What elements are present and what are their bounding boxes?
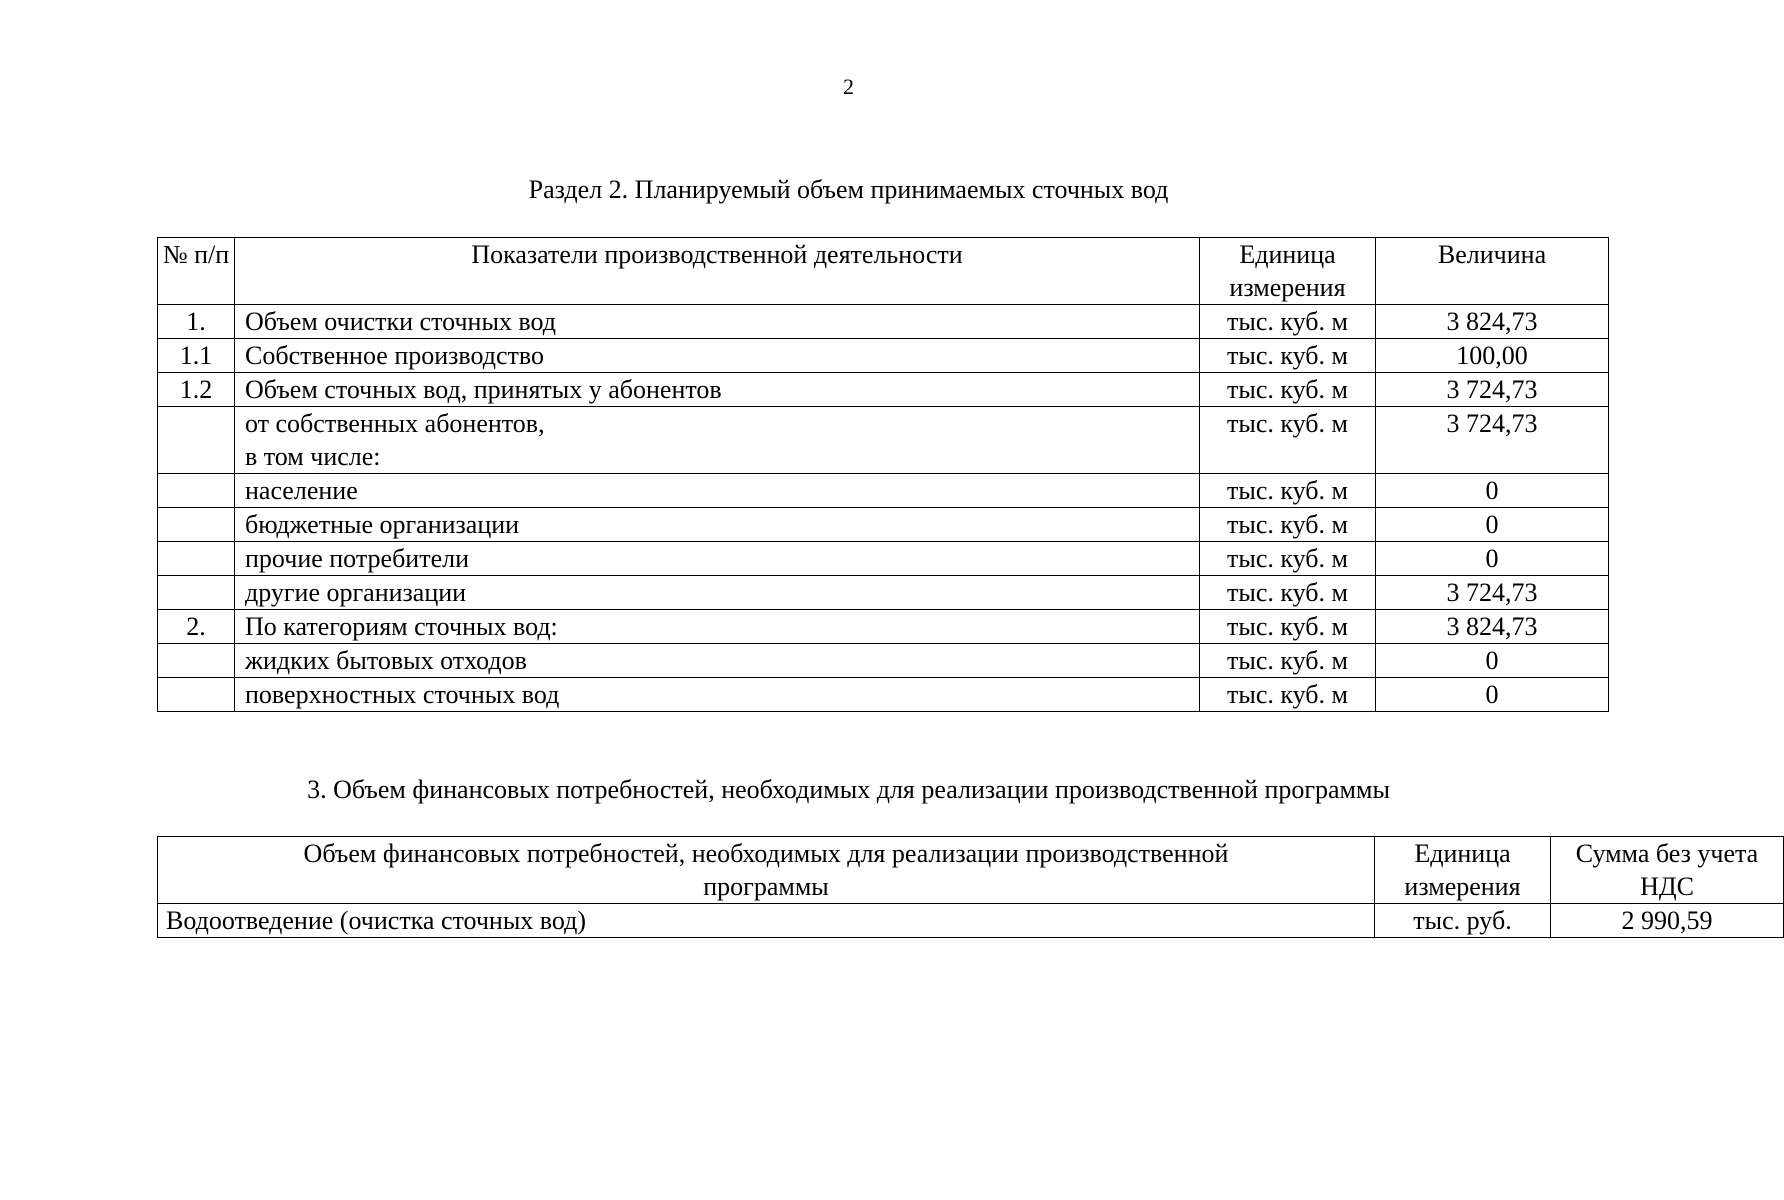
header-indicator: Показатели производственной деятельности: [235, 238, 1200, 305]
row-value: 3 824,73: [1376, 305, 1609, 339]
row-num: 1.1: [158, 339, 235, 373]
row-indicator: поверхностных сточных вод: [235, 678, 1200, 712]
row-unit: тыс. куб. м: [1200, 339, 1376, 373]
row-unit: тыс. куб. м: [1200, 474, 1376, 508]
header-num: № п/п: [158, 238, 235, 305]
row-value: 100,00: [1376, 339, 1609, 373]
table-row: [158, 339, 1609, 373]
row-num: [158, 407, 235, 474]
row-indicator: бюджетные организации: [235, 508, 1200, 542]
row-value: 3 824,73: [1376, 610, 1609, 644]
row-num: 2.: [158, 610, 235, 644]
row-num: [158, 576, 235, 610]
section-2-title: Раздел 2. Планируемый объем принимаемых сточных вод: [528, 175, 1169, 204]
header-value: Величина: [1376, 238, 1609, 305]
row-num: [158, 678, 235, 712]
header-sum: Сумма без учета НДС: [1551, 837, 1784, 904]
row-unit: тыс. куб. м: [1200, 644, 1376, 678]
row-indicator: Объем сточных вод, принятых у абонентов: [235, 373, 1200, 407]
wastewater-volume-table: [157, 237, 1609, 712]
row-unit: тыс. куб. м: [1200, 678, 1376, 712]
row-indicator: от собственных абонентов, в том числе:: [235, 407, 1200, 474]
row-indicator: По категориям сточных вод:: [235, 610, 1200, 644]
row-indicator: население: [235, 474, 1200, 508]
row-value: 3 724,73: [1376, 373, 1609, 407]
table-row: [158, 407, 1609, 474]
table-header-row: [158, 837, 1784, 904]
table-row: [158, 904, 1784, 938]
row-value: 0: [1376, 474, 1609, 508]
row-unit: тыс. куб. м: [1200, 305, 1376, 339]
row-value: 0: [1376, 508, 1609, 542]
row-indicator: жидких бытовых отходов: [235, 644, 1200, 678]
row-sum: 2 990,59: [1551, 904, 1784, 938]
row-unit: тыс. куб. м: [1200, 542, 1376, 576]
header-unit: Единица измерения: [1375, 837, 1551, 904]
row-num: 1.: [158, 305, 235, 339]
row-value: 0: [1376, 644, 1609, 678]
row-num: 1.2: [158, 373, 235, 407]
table-header-row: [158, 238, 1609, 305]
table-row: [158, 576, 1609, 610]
table-row: [158, 610, 1609, 644]
section-3-title: 3. Объем финансовых потребностей, необходимых для реализации производственной программы: [307, 775, 1390, 804]
row-value: 3 724,73: [1376, 407, 1609, 474]
table-row: [158, 644, 1609, 678]
row-unit: тыс. куб. м: [1200, 508, 1376, 542]
header-desc: Объем финансовых потребностей, необходимых для реализации производственной программы: [158, 837, 1375, 904]
table-row: [158, 678, 1609, 712]
row-indicator: прочие потребители: [235, 542, 1200, 576]
row-num: [158, 542, 235, 576]
row-unit: тыс. руб.: [1375, 904, 1551, 938]
row-indicator: Объем очистки сточных вод: [235, 305, 1200, 339]
row-unit: тыс. куб. м: [1200, 373, 1376, 407]
row-value: 0: [1376, 678, 1609, 712]
row-indicator: Собственное производство: [235, 339, 1200, 373]
table-row: [158, 305, 1609, 339]
row-num: [158, 474, 235, 508]
table-row: [158, 373, 1609, 407]
header-unit: Единица измерения: [1200, 238, 1376, 305]
table-row: [158, 508, 1609, 542]
row-num: [158, 508, 235, 542]
page-number: 2: [843, 74, 854, 99]
financial-needs-table: [157, 836, 1784, 938]
row-value: 0: [1376, 542, 1609, 576]
table-row: [158, 542, 1609, 576]
row-desc: Водоотведение (очистка сточных вод): [158, 904, 1375, 938]
table-row: [158, 474, 1609, 508]
row-unit: тыс. куб. м: [1200, 576, 1376, 610]
row-unit: тыс. куб. м: [1200, 610, 1376, 644]
row-num: [158, 644, 235, 678]
row-value: 3 724,73: [1376, 576, 1609, 610]
row-indicator: другие организации: [235, 576, 1200, 610]
row-unit: тыс. куб. м: [1200, 407, 1376, 474]
